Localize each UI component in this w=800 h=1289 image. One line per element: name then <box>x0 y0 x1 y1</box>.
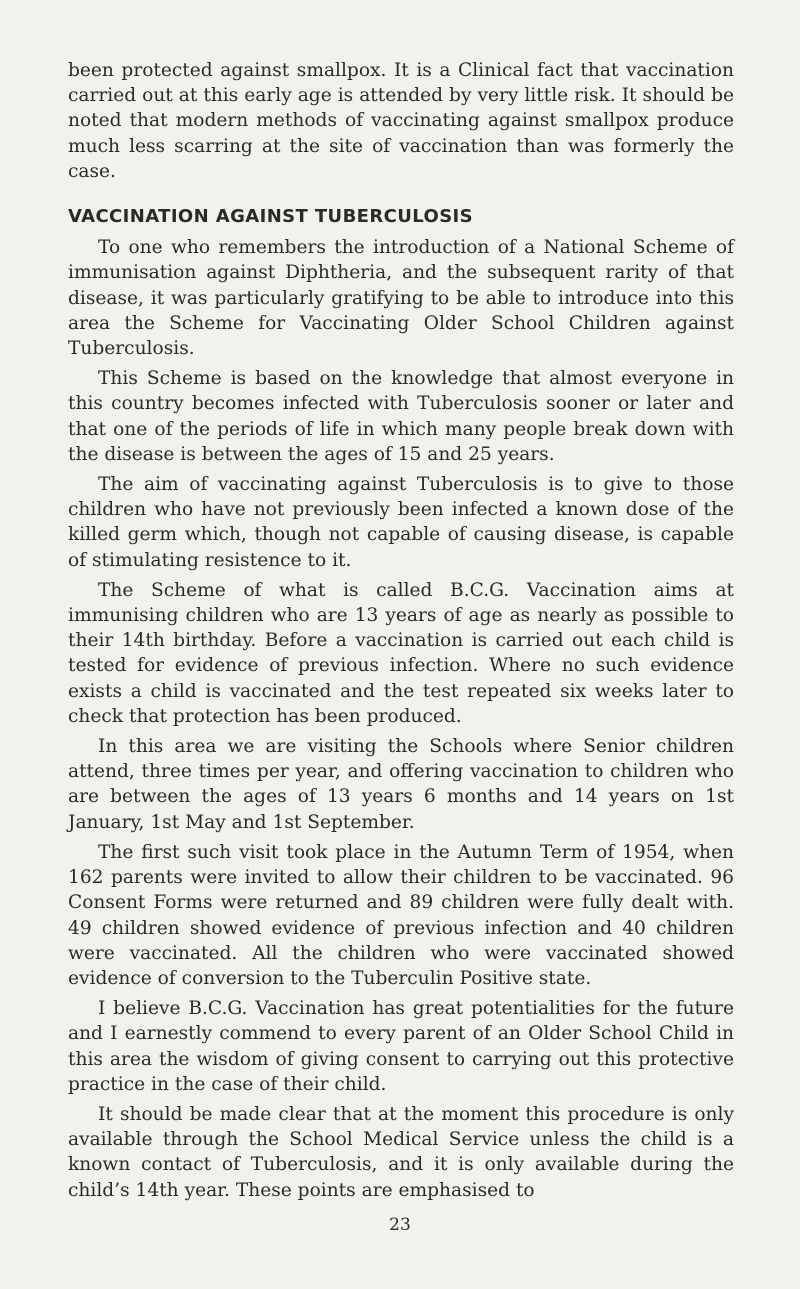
paragraph-aim: The aim of vaccinating against Tuberculosis is to give to those children who have not previously been infected a known dose of the killed germ which, though not capable of causing disease, is capable of stimulating resistence to it. <box>68 474 734 571</box>
section-heading: VACCINATION AGAINST TUBERCULOSIS <box>68 206 474 228</box>
document-page <box>68 58 734 1203</box>
paragraph-national-scheme: To one who remembers the introduction of a National Scheme of immunisation against Diphtheria, and the subsequent rarity of that disease, it was particularly gratifying to be able to introduce into this area the Scheme for Vaccinating Older School Children against Tuberculosis. <box>68 237 734 360</box>
paragraph-first-visit: The first such visit took place in the Autumn Term of 1954, when 162 parents were invited to allow their children to be vaccinated. 96 Consent Forms were returned and 89 children were fully dealt with. 49 children showed evidence of previous infection and 40 children were vaccinated. All the children who were vaccinated showed evidence of conversion to the Tuberculin Positive state. <box>68 841 734 989</box>
paragraph-scheme-basis: This Scheme is based on the knowledge that almost everyone in this country becomes infected with Tuberculosis sooner or later and that one of the periods of life in which many people break down with the disease is between the ages of 15 and 25 years. <box>68 368 734 465</box>
paragraph-availability: It should be made clear that at the moment this procedure is only available through the School Medical Service unless the child is a known contact of Tuberculosis, and it is only available during the child’s 14th year. These points are emphasised to <box>68 1103 734 1201</box>
opening-paragraph: been protected against smallpox. It is a Clinical fact that vaccination carried out at this early age is attended by very little risk. It should be noted that modern methods of vaccinating against smallpox produce much less scarring at the site of vaccination than was formerly the case. <box>68 60 734 182</box>
page-number: 23 <box>389 1215 411 1235</box>
paragraph-bcg-scheme: The Scheme of what is called B.C.G. Vaccination aims at immunising children who are 13 years of age as nearly as possible to their 14th birthday. Before a vaccination is carried out each child is tested for evidence of previous infection. Where no such evidence exists a child is vaccinated and the test repeated six weeks later to check that protection has been produced. <box>68 579 734 727</box>
paragraph-school-visits: In this area we are visiting the Schools where Senior children attend, three times per year, and offering vaccination to children who are between the ages of 13 years 6 months and 14 years on 1st January, 1st May and 1st September. <box>68 736 734 833</box>
paragraph-recommendation: I believe B.C.G. Vaccination has great potentialities for the future and I earnestly commend to every parent of an Older School Child in this area the wisdom of giving consent to carrying out this protective practice in the case of their child. <box>68 998 734 1095</box>
